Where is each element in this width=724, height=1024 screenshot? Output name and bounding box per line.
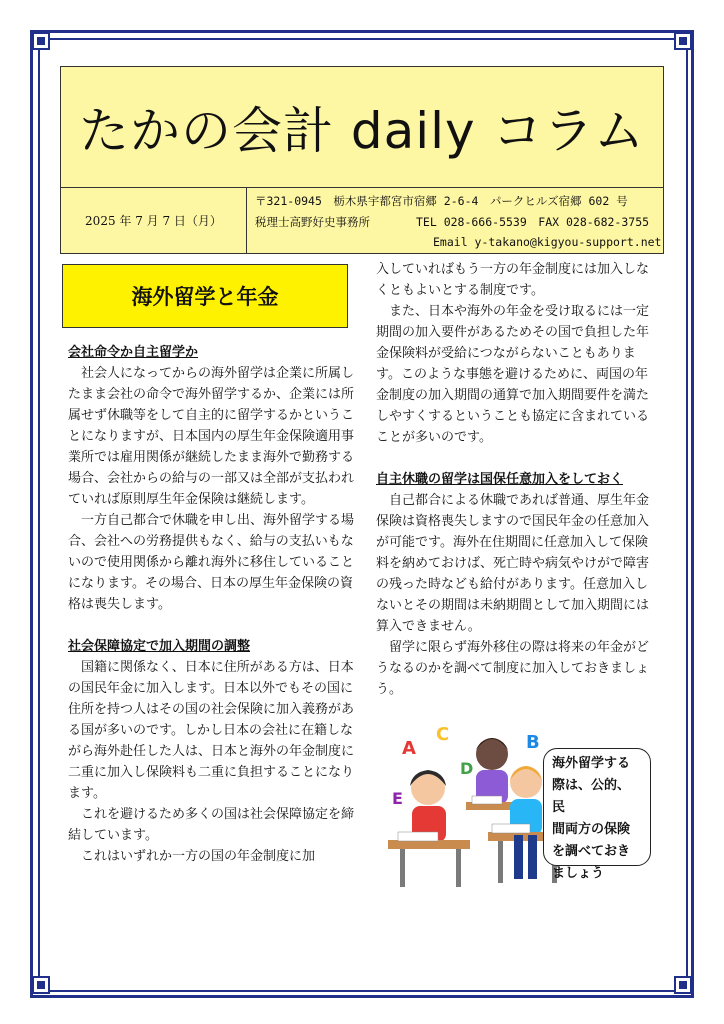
newsletter-title: たかの会計 daily コラム (78, 102, 646, 160)
section-heading: 社会保障協定で加入期間の調整 (68, 639, 251, 654)
office-email: Email y-takano@kigyou-support.net (433, 235, 662, 249)
office-info (247, 188, 663, 253)
title-box (61, 67, 663, 188)
speech-bubble (543, 748, 651, 881)
paragraph: これを避けるため多くの国は社会保障協定を締結しています。 (68, 807, 355, 843)
letter-b: B (526, 732, 540, 753)
letter-a: A (402, 738, 416, 759)
paragraph: 国籍に関係なく、日本に住所がある方は、日本の国民年金に加入します。日本以外でもその国に住所を持つ人はその国の社会保険に加入義務がある国が多いのです。しかし日本の会社に在籍しながら海外赴任した人は、日本と海外の年金制度に二重に加入し保険料も二重に負担することになります。 (68, 660, 355, 801)
corner-ornament (32, 976, 50, 994)
bubble-line: 間両方の保険 (552, 822, 631, 837)
section-heading: 会社命令か自主留学か (68, 345, 199, 360)
corner-ornament (674, 976, 692, 994)
letter-e: E (392, 789, 403, 808)
bubble-line: 際は、公的、民 (552, 778, 631, 815)
paragraph: 一方自己都合で休職を申し出、海外留学する場合、会社への労務提供もなく、給与の支払いもないので使用関係から離れ海外に移住していることになります。その場合、日本の厚生年金保険の資格は喪失します。 (68, 513, 355, 612)
letter-d: D (460, 759, 474, 778)
bubble-line: 海外留学する (552, 756, 631, 771)
bubble-line: ましょう (552, 866, 605, 881)
article-left-column (68, 342, 354, 867)
paragraph: 留学に限らず海外移住の際は将来の年金がどうなるのかを調べて制度に加入しておきましょう。 (376, 640, 650, 697)
issue-date: 2025 年 7 月 7 日（月） (61, 188, 247, 253)
corner-ornament (674, 32, 692, 50)
paragraph: また、日本や海外の年金を受け取るには一定期間の加入要件があるためその国で負担した年金保険料が受給につながらないこともあります。このような事態を避けるために、両国の年金制度の加入期間の通算で加入期間要件を満たしやすくするということも協定に含まれていることが多いのです。 (376, 304, 650, 445)
bubble-line: を調べておき (552, 844, 631, 859)
office-address: 〒321-0945 栃木県宇都宮市宿郷 2-6-4 パークヒルズ宿郷 602 号 (255, 194, 628, 208)
paragraph: これはいずれか一方の国の年金制度に加 (81, 849, 316, 864)
corner-ornament (32, 32, 50, 50)
paragraph: 自己都合による休職であれば普通、厚生年金保険は資格喪失しますので国民年金の任意加入が可能です。海外在住期間に任意加入して保険料を納めておけば、死亡時や病気やけがで障害の残った時なども給付があります。任意加入しないとその期間は未納期間として加入期間には算入できません。 (376, 493, 650, 634)
article-title: 海外留学と年金 (62, 264, 348, 328)
article-right-column (376, 259, 660, 700)
masthead (60, 66, 664, 254)
office-name-tel-fax: 税理士高野好史事務所 TEL 028-666-5539 FAX 028-682-3755 (255, 215, 650, 229)
paragraph: 入していればもう一方の年金制度には加入しなくともよいとする制度です。 (376, 262, 650, 298)
paragraph: 社会人になってからの海外留学は企業に所属したまま会社の命令で海外留学するか、企業には所属せず休職等をして自主的に留学するかということになりますが、日本国内の厚生年金保険適用事業所では雇用関係が継続したまま海外で勤務する場合、会社からの給与の一部又は全部が支払われていれば原則厚生年金保険は継続します。 (68, 366, 355, 507)
section-heading: 自主休職の留学は国保任意加入をしておく (376, 472, 624, 487)
student-front-left (388, 770, 470, 887)
letter-c: C (436, 724, 450, 745)
